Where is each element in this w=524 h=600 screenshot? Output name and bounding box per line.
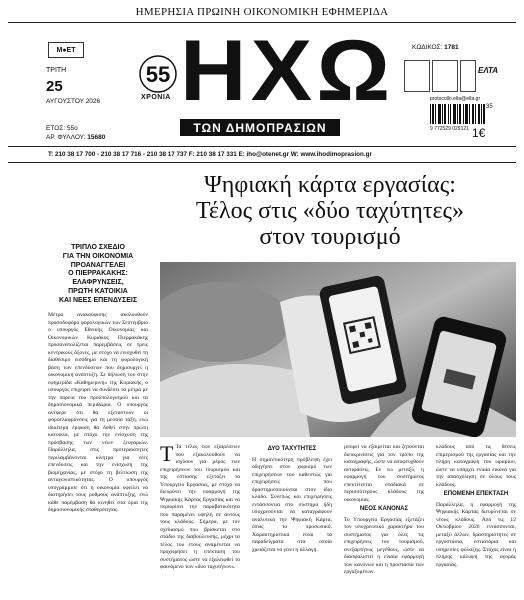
badge-number: 55 — [145, 62, 171, 87]
issue-day-number: 25 — [46, 78, 63, 95]
anniversary-badge — [138, 54, 178, 94]
edition-issue: ΑΡ. ΦΥΛΛΟΥ: 15680 — [46, 134, 106, 141]
edition-year: ΕΤΟΣ: 55ο — [46, 125, 78, 132]
subhead-next-expansion: ΕΠΟΜΕΝΗ ΕΠΕΚΤΑΣΗ — [443, 491, 509, 497]
subhead-new-rule: ΝΕΟΣ ΚΑΝΟΝΑΣ — [359, 506, 409, 512]
masthead-subtitle: ΤΩΝ ΔΗΜΟΠΡΑΣΙΩΝ — [180, 119, 340, 136]
contact-rule-bottom — [8, 162, 516, 163]
sidebar-article-body: Μέτρα ανακούφισης ακολουθούν προσοδοφόρο φορολογικών των Σεπτέμβριο ο υπουργός Εθνικής Οικονομίας και Οικονομικών Κυριάκος Πιερρακάκης προσανατολίζεται παρεμβάσεις σε τρεις κεντρικούς άξονες, με στόχο να ενισχυθεί τη διαθέσιμο εισόδημα και τη φορολογική βάση των επενδύσεων που δημιουργεί η οικονομική ανάπτυξη. Σε δήλωση του στην εφημερίδα «Καθημερινή» της Κυριακής, ο υπουργός επιχειρεί να συνδέσει τα μέτρα με την πορεία του προϋπολογισμού και τα δημοσιονομικά περιθώρια. Ο υπουργός ανέφερε ότι θα εξεταστούν οι φοροελαφρύνσεις για τη μεσαία τάξη, ενώ ιδιαίτερη έμφαση θα δοθεί στην πρώτη κατοικία, με στόχο την ενίσχυση της πρόσβασης των νέων ζευγαριών. Παράλληλα, στις προτεραιότητες περιλαμβάνονται κίνητρα για νέες επενδύσεις και την ενίσχυση της βιομηχανίας, με στόχο τη βελτίωση της ανταγωνιστικότητας. Ο υπουργός υπογράμμισε ότι η οικονομία οφείλει να διατηρήσει τους ρυθμούς ανάπτυξης, ενώ κάθε παρέμβαση θα κινηθεί στα όρια της δημοσιονομικής σταθερότητας. — [48, 312, 148, 513]
badge-label: ΧΡΟΝΙΑ — [141, 94, 171, 101]
main-headline: Ψηφιακή κάρτα εργασίας: Τέλος στις «δύο ταχύτητες» στον τουρισμό — [195, 172, 465, 250]
elta-logo: ΕΛΤΑ — [478, 66, 499, 75]
tagline: ΗΜΕΡΗΣΙΑ ΠΡΩΙΝΗ ΟΙΚΟΝΟΜΙΚΗ ΕΦΗΜΕΡΙΔΑ — [135, 6, 389, 18]
article-column-4: κλάδους από τις θέσεις επιμερισμού της εργασίας και την πλήρη καταγραφή του ωραρίου, ώστε να υπάρχει ενιαία εικόνα για την απασχόληση σε όλους τους κλάδους. ΕΠΟΜΕΝΗ ΕΠΕΚΤΑΣΗ Παράλληλα, η εφαρμογή της Ψηφιακής Κάρτας διευρύνεται σε νέους κλάδους. Από τις 12 Οκτωβρίου 2026 εντάσσονται, μεταξύ άλλων, δραστηριότητες σε εργοστάσια, εστιατόρια και υπηρεσίες φύλαξης. Στόχος είναι η πλήρης κάλυψη της αγοράς εργασίας. — [436, 444, 516, 568]
barcode-number: 9 772529 029121 — [430, 126, 469, 132]
barcode — [430, 104, 486, 124]
issue-day: ΤΡΙΤΗ — [46, 67, 67, 74]
price: 1€ — [472, 126, 486, 140]
certification-logo — [460, 60, 476, 92]
certification-logo — [404, 60, 430, 92]
article-column-1: Τ Τα τέλος των εξαιρέσεων που εξακολουθούν να ισχύουν για μέρος των επιχειρήσεων του τουρισμού και της εστίασης εξετάζει το Υπουργείο Εργασίας, με στόχο να διευρύνει την εφαρμογή της Ψηφιακής Κάρτας Εργασίας και να περιορίσει την παραβατικότητα που παραμένει υψηλή σε αυτούς τους κλάδους. Σήμερα, με τον σχεδιασμό που βρίσκεται στο στάδιο της διαβούλευσης, μέχρι τα τέλος του έτους αναμένεται να προχωρήσει η επέκταση του συστήματος ώστε να εξαλειφθεί το φαινόμενο των «δύο ταχυτήτων». — [160, 441, 240, 570]
masthead-title: ΗΧΩ — [180, 23, 395, 119]
subhead-two-speeds: ΔΥΟ ΤΑΧΥΤΗΤΕΣ — [267, 446, 317, 452]
elta-email: protocollo.elta@elta.gr — [430, 96, 481, 102]
contact-rule-top — [8, 146, 516, 147]
article-photo — [160, 262, 516, 437]
publication-code: ΚΩΔΙΚΟΣ: 1781 — [412, 44, 459, 51]
certification-logo — [432, 60, 458, 92]
article-column-2: ΔΥΟ ΤΑΧΥΤΗΤΕΣ Η σημαντικότερη πρόβλεψη έχει οδηγήσει στον χωρισμό των επιχειρήσεων του καθεστώς για επιχειρήσεις που δραστηριοποιούνται στον ίδιο κλάδο. Συνεπώς και επιχειρήσεις εντάσσονται στο σύστημα ήδη υποχρεούνται να καταγράφουν αναλυτικά την Ψηφιακή Κάρτα, όπως το προσωπικό. Χαρακτηριστικά είναι τα παραδείγματα στα οποία χρειάζεται να γίνει η αλλαγή. — [252, 446, 332, 553]
barcode-issue-suffix: 35 — [486, 104, 493, 110]
article-column-3: μπορεί να εξαιρείται και ζητούνται διευκρινίσεις για τον τρόπο της καταγραφής, ώστε να αποφευχθούν αντιφάσεις. Εν τω μεταξύ, η εφαρμογή του συστήματος επεκτείνεται σταδιακά σε περισσότερους κλάδους της οικονομίας. ΝΕΟΣ ΚΑΝΟΝΑΣ Το Υπουργείο Εργασίας εξετάζει τον υποχρεωτικό χαρακτήρα του συστήματος για όλες τις επιχειρήσεις του τουρισμού, ανεξαρτήτως μεγέθους, ώστε να διασφαλιστεί η ενιαία εφαρμογή των κανόνων και η προστασία των εργαζομένων. — [344, 444, 424, 575]
sidebar-headline: ΤΡΙΠΛΟ ΣΧΕΔΙΟ ΓΙΑ ΤΗΝ ΟΙΚΟΝΟΜΙΑ ΠΡΟΑΝΑΓΓΕΛΕΙ Ο ΠΙΕΡΡΑΚΑΚΗΣ: ΕΛΑΦΡΥΝΣΕΙΣ, ΠΡΩΤΗ ΚΑΤΟΙΚΙΑ ΚΑΙ ΝΕΕΣ ΕΠΕΝΔΥΣΕΙΣ — [58, 244, 138, 304]
contact-line: T: 210 38 17 700 - 210 38 17 716 - 210 38 17 737 F: 210 38 17 331 E: iho@otenet.gr W: www.ihodimoprasion.gr — [48, 151, 372, 158]
issue-month: ΑΥΓΟΥΣΤΟΥ 2026 — [46, 98, 101, 105]
drop-cap: Τ — [160, 441, 174, 466]
met-logo: M●ET — [48, 42, 84, 58]
